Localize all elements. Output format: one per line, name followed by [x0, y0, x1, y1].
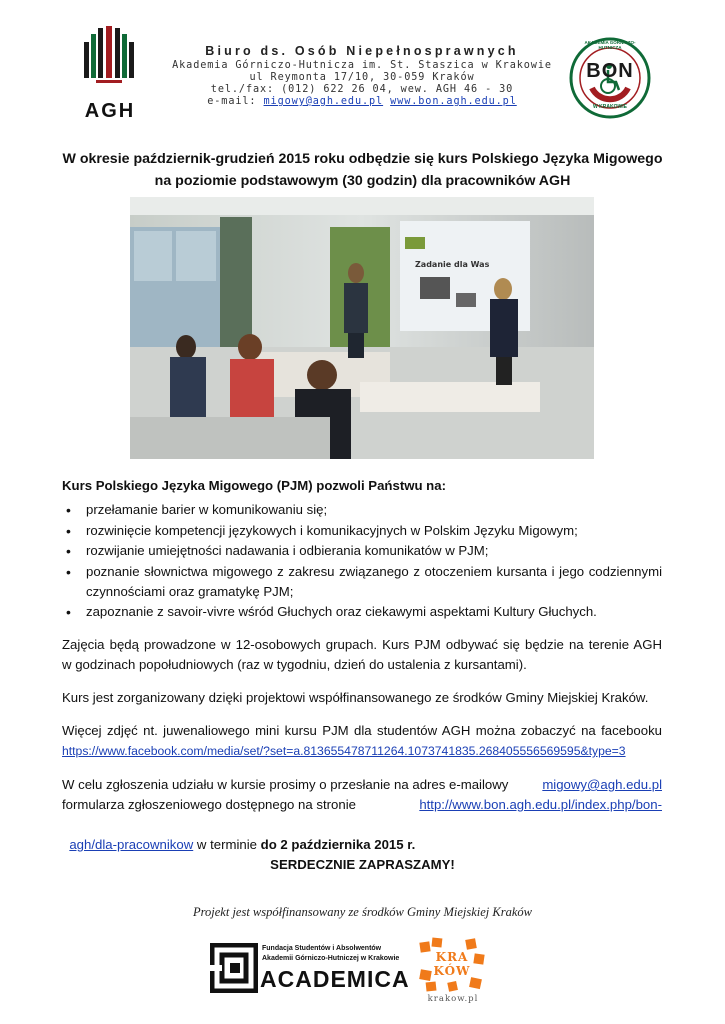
academica-line-2: Akademii Górniczo-Hutniczej w Krakowie: [262, 955, 400, 962]
page-title-line-1: W okresie październik-grudzień 2015 roku odbędzie się kurs Polskiego Języka Migowego: [62, 151, 663, 167]
form-page-link-continued[interactable]: agh/dla-pracownikow: [69, 837, 194, 852]
signup-text-1: W celu zgłoszenia udziału w kursie prosimy o przesłanie na adres e-mailowy: [62, 777, 509, 792]
invitation: SERDECZNIE ZAPRASZAMY!: [270, 857, 455, 872]
signup-text-2: formularza zgłoszeniowego dostępnego na stronie: [62, 797, 356, 812]
phone-line: tel./fax: (012) 622 26 04, wew. AGH 46 - 30: [210, 84, 514, 95]
funding-paragraph: Kurs jest zorganizowany dzięki projektowi współfinansowanego ze środków Gminy Miejskiej Kraków.: [62, 690, 649, 705]
intro-heading: Kurs Polskiego Języka Migowego (PJM) pozwoli Państwu na:: [62, 478, 446, 493]
groups-paragraph-line-1: Zajęcia będą prowadzone w 12-osobowych grupach. Kurs PJM odbywać się będzie na terenie AGH: [62, 637, 662, 652]
facebook-link[interactable]: https://www.facebook.com/media/set/?set=a.813655478711264.1073741835.268405556569595&type=3: [62, 744, 626, 758]
krakow-logo-line-2: KÓW: [433, 964, 471, 978]
signup-line-2: [62, 795, 662, 815]
page-title-line-2: na poziomie podstawowym (30 godzin) dla pracowników AGH: [154, 173, 571, 189]
signup-line-1: [62, 775, 662, 795]
project-note: Projekt jest współfinansowany ze środków Gminy Miejskiej Kraków: [193, 905, 532, 919]
course-photo: [130, 197, 594, 459]
deadline: do 2 października 2015 r.: [260, 837, 416, 852]
list-item: • poznanie słownictwa migowego z zakresu związanego z otoczeniem kursanta i jego codziennymi czynnościami oraz gramatykę PJM;: [62, 562, 662, 602]
header-email-link[interactable]: migowy@agh.edu.pl: [263, 96, 384, 107]
bon-logo-ring-bottom: W KRAKOWIE: [593, 104, 627, 110]
screen-heading: Zadanie dla Was: [415, 260, 490, 269]
photos-paragraph: Więcej zdjęć nt. juwenaliowego mini kursu PJM dla studentów AGH można zobaczyć na facebooku: [62, 723, 662, 738]
email-line: [150, 96, 574, 107]
header-website-link[interactable]: www.bon.agh.edu.pl: [390, 96, 517, 107]
bon-logo-ring-top: AKADEMIA GÓRNICZO-HUTNICZA: [584, 40, 636, 50]
signup-line-3: [62, 815, 662, 855]
list-item: • rozwijanie umiejętności nadawania i odbierania komunikatów w PJM;: [62, 541, 662, 561]
form-page-link[interactable]: http://www.bon.agh.edu.pl/index.php/bon-: [419, 797, 662, 812]
list-item: • zapoznanie z savoir-vivre wśród Głuchych oraz ciekawymi aspektami Kultury Głuchych.: [62, 602, 662, 622]
list-item: • przełamanie barier w komunikowaniu się;: [62, 500, 662, 520]
academica-line-1: Fundacja Studentów i Absolwentów: [262, 945, 382, 952]
org-title: Biuro ds. Osób Niepełnosprawnych: [205, 44, 519, 58]
academica-logo-mark: [210, 943, 258, 993]
address-line-2: ul Reymonta 17/10, 30-059 Kraków: [249, 72, 475, 83]
benefits-list: [62, 500, 662, 623]
groups-paragraph-line-2: w godzinach popołudniowych (raz w tygodniu, dzień do ustalenia z kursantami).: [62, 657, 527, 672]
address-line-1: Akademia Górniczo-Hutnicza im. St. Staszica w Krakowie: [172, 60, 552, 71]
academica-name: ACADEMICA: [260, 966, 410, 992]
signup-email-link[interactable]: migowy@agh.edu.pl: [542, 777, 662, 792]
list-item: • rozwinięcie kompetencji językowych i komunikacyjnych w Polskim Języku Migowym;: [62, 521, 662, 541]
krakow-url: krakow.pl: [427, 994, 479, 1004]
krakow-logo-line-1: KRA: [435, 950, 469, 964]
agh-logo-text: AGH: [84, 100, 136, 122]
email-prefix: e-mail:: [207, 96, 257, 107]
signup-text-3: w terminie: [193, 837, 261, 852]
bon-logo-text: BON: [586, 60, 634, 82]
